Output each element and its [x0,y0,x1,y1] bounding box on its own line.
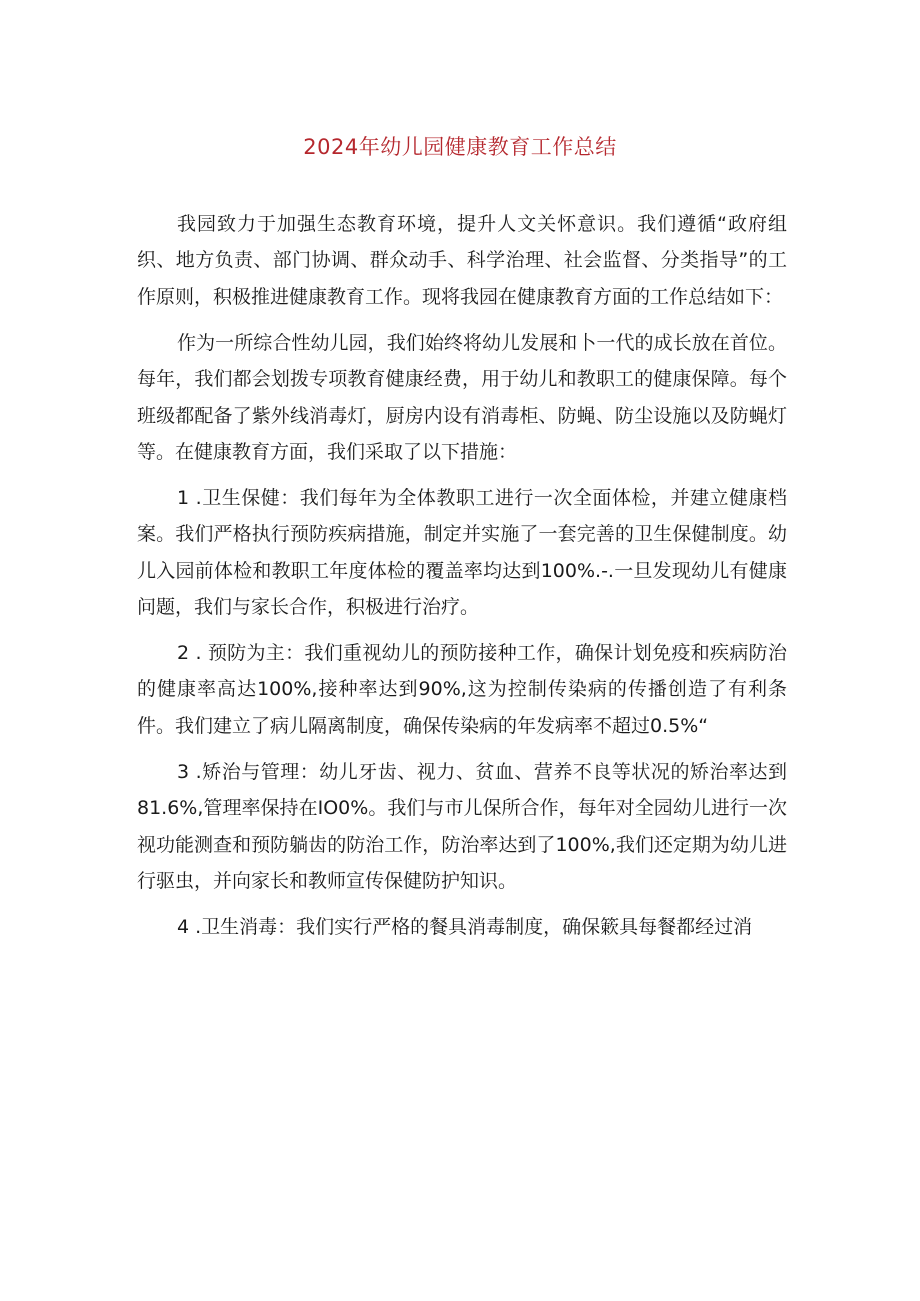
paragraph-intro: 我园致力于加强生态教育环境，提升人文关怀意识。我们遵循“政府组织、地方负责、部门协调、群众动手、科学治理、社会监督、分类指导”的工作原则，积极推进健康教育工作。现将我园在健康教育方面的工作总结如下： [137,213,787,308]
paragraph-item-4: 4 .卫生消毒：我们实行严格的餐具消毒制度，确保簌具每餐都经过消 [177,915,753,938]
document-title: 2024年幼儿园健康教育工作总结 [303,135,617,159]
paragraph-item-3: 3 .矫治与管理：幼儿牙齿、视力、贫血、营养不良等状况的矫治率达到81.6%,管理率保持在IO0%。我们与市儿保所合作，每年对全园幼儿进行一次视功能测查和预防躺齿的防治工作，防治率达到了100%,我们还定期为幼儿进行驱虫，并向家长和教师宣传保健防护知识。 [137,760,787,892]
paragraph-item-1: 1 .卫生保健：我们每年为全体教职工进行一次全面体检，并建立健康档案。我们严格执行预防疾病措施，制定并实施了一套完善的卫生保健制度。幼儿入园前体检和教职工年度体检的覆盖率均达到100%.-.一旦发现幼儿有健康问题，我们与家长合作，积极进行治疗。 [137,486,787,619]
document-body [137,206,787,955]
paragraph-overview: 作为一所综合性幼儿园，我们始终将幼儿发展和卜一代的成长放在首位。每年，我们都会划拨专项教育健康经费，用于幼儿和教职工的健康保障。每个班级都配备了紫外线消毒灯，厨房内设有消毒柜、防蝇、防尘设施以及防蝇灯等。在健康教育方面，我们采取了以下措施： [137,331,787,463]
paragraph-item-2: 2 . 预防为主：我们重视幼儿的预防接种工作，确保计划免疫和疾病防治的健康率高达100%,接种率达到90%,这为控制传染病的传播创造了有利条件。我们建立了病儿隔离制度，确保传染病的年发病率不超过0.5%“ [137,641,787,737]
